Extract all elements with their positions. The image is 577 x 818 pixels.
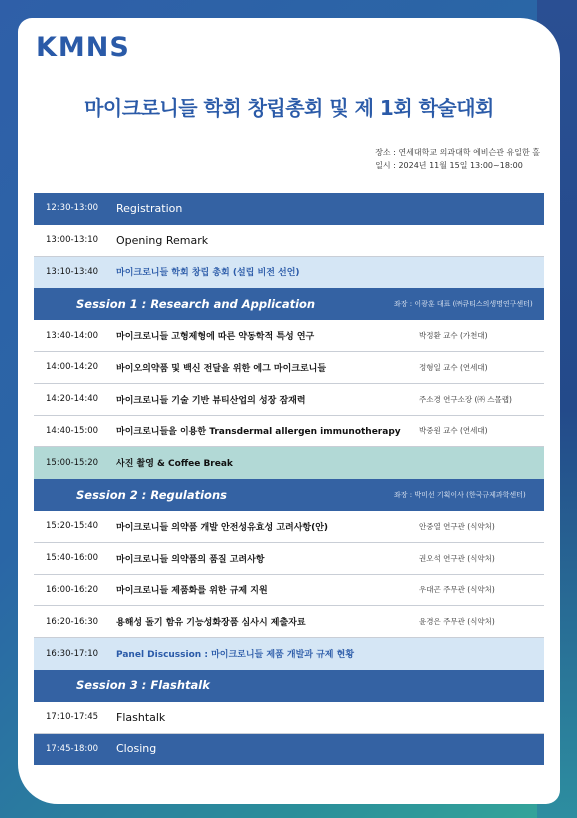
- time-slot: 15:40-16:00: [46, 553, 99, 564]
- topic-text: 마이크로니들 고형제형에 따른 약동학적 특성 연구: [116, 332, 315, 343]
- speaker-text: 주소경 연구소장 (㈜ 스몰랩): [419, 394, 512, 404]
- topic-text: 마이크로니들 학회 창립 총회 (설립 비전 선언): [116, 268, 300, 279]
- topic-text: Closing: [116, 742, 157, 756]
- schedule-row: [34, 225, 544, 257]
- topic-text: Opening Remark: [116, 233, 209, 247]
- venue-text: 장소 : 연세대학교 의과대학 에비슨관 유일한 홀: [375, 148, 540, 157]
- topic-text: 마이크로니들 의약품 개발 안전성유효성 고려사항(안): [116, 522, 329, 533]
- session-header: [34, 288, 544, 320]
- topic-text: 마이크로니들 제품화를 위한 규제 지원: [116, 586, 268, 597]
- program-card: [18, 18, 560, 804]
- topic-text: 마이크로니들을 이용한 Transdermal allergen immunotherapy: [116, 427, 401, 438]
- speaker-text: 윤경은 주무관 (식약처): [419, 617, 495, 627]
- schedule-row: [34, 416, 544, 448]
- time-slot: 15:00-15:20: [46, 457, 99, 468]
- topic-text: 마이크로니들 기술 기반 뷰티산업의 성장 잠재력: [116, 395, 306, 406]
- topic-text: Flashtalk: [116, 710, 166, 724]
- time-slot: 14:00-14:20: [46, 362, 99, 373]
- session-title: Session 2 : Regulations: [76, 487, 227, 502]
- time-slot: 16:30-17:10: [46, 648, 99, 659]
- time-slot: 12:30-13:00: [46, 203, 99, 214]
- topic-text: Panel Discussion : 마이크로니들 제품 개발과 규제 현황: [116, 650, 355, 661]
- time-slot: 13:40-14:00: [46, 330, 99, 341]
- schedule-row: [34, 575, 544, 607]
- page-title: 마이크로니들 학회 창립총회 및 제 1회 학술대회: [84, 96, 494, 120]
- schedule-table: [34, 193, 544, 765]
- schedule-row: [34, 702, 544, 734]
- speaker-text: 우대곤 주무관 (식약처): [419, 585, 495, 595]
- time-slot: 13:10-13:40: [46, 266, 99, 277]
- schedule-row: [34, 384, 544, 416]
- time-slot: 14:20-14:40: [46, 394, 99, 405]
- speaker-text: 정형일 교수 (연세대): [419, 362, 488, 372]
- time-slot: 13:00-13:10: [46, 235, 99, 246]
- event-info: [375, 146, 540, 172]
- time-slot: 16:20-16:30: [46, 616, 99, 627]
- date-text: 일시 : 2024년 11월 15일 13:00~18:00: [375, 161, 523, 170]
- schedule-row: [34, 606, 544, 638]
- session-header: [34, 479, 544, 511]
- session-title: Session 1 : Research and Application: [76, 296, 316, 311]
- schedule-row: [34, 320, 544, 352]
- kmns-logo: KMNS: [36, 32, 130, 63]
- session-chair: 좌장 : 박미선 기획이사 (한국규제과학센터): [394, 490, 526, 499]
- speaker-text: 권오석 연구관 (식약처): [419, 553, 495, 563]
- session-title: Session 3 : Flashtalk: [76, 678, 210, 693]
- session-chair: 좌장 : 이광훈 대표 (㈜큐티스의생명연구센터): [394, 299, 533, 308]
- schedule-row: [34, 543, 544, 575]
- topic-text: Registration: [116, 201, 183, 215]
- time-slot: 15:20-15:40: [46, 521, 99, 532]
- schedule-row: [34, 734, 544, 766]
- time-slot: 17:10-17:45: [46, 712, 99, 723]
- topic-text: 바이오의약품 및 백신 전달을 위한 에그 마이크로니들: [116, 363, 327, 374]
- time-slot: 14:40-15:00: [46, 425, 99, 436]
- topic-text: 마이크로니들 의약품의 품질 고려사항: [116, 554, 265, 565]
- time-slot: 16:00-16:20: [46, 584, 99, 595]
- schedule-row: [34, 638, 544, 670]
- speaker-text: 안중열 연구관 (식약처): [419, 521, 495, 531]
- topic-text: 용해성 돌기 함유 기능성화장품 심사시 제출자료: [116, 618, 306, 629]
- speaker-text: 박정환 교수 (가천대): [419, 331, 488, 341]
- session-header: [34, 670, 544, 702]
- schedule-row: [34, 352, 544, 384]
- schedule-row: [34, 511, 544, 543]
- speaker-text: 박중원 교수 (연세대): [419, 426, 488, 436]
- topic-text: 사진 촬영 & Coffee Break: [116, 459, 233, 470]
- schedule-row: [34, 447, 544, 479]
- schedule-row: [34, 257, 544, 289]
- time-slot: 17:45-18:00: [46, 743, 99, 754]
- schedule-row: [34, 193, 544, 225]
